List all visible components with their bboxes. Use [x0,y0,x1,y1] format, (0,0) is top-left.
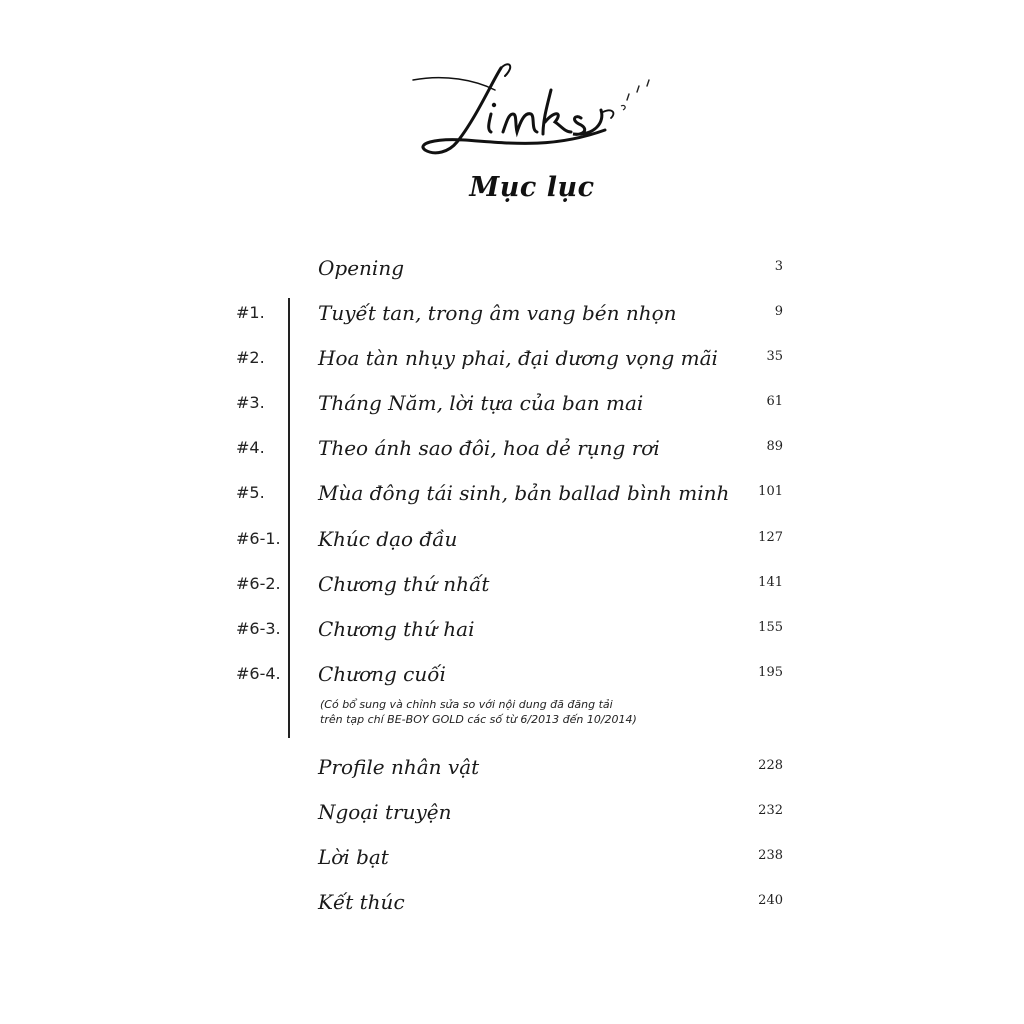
toc-entry-label: Hoa tàn nhụy phai, đại dương vọng mãi [318,346,718,370]
toc-entry-label: Opening [318,256,404,280]
toc-entry-page: 232 [758,803,783,818]
toc-entry-label: Theo ánh sao đôi, hoa dẻ rụng rơi [318,436,660,460]
toc-entry-number: #1. [236,303,265,322]
toc-entry-6-1 [0,527,1024,557]
revision-note-line: (Có bổ sung và chỉnh sửa so với nội dung đã đăng tải [320,698,613,711]
toc-entry-page: 101 [758,484,783,499]
toc-entry-6-3 [0,617,1024,647]
toc-entry-label: Tháng Năm, lời tựa của ban mai [318,391,644,415]
toc-entry-afterword [0,845,1024,875]
toc-entry-number: #2. [236,348,265,367]
toc-entry-label: Chương thứ hai [318,617,475,641]
toc-entry-page: 155 [758,620,783,635]
toc-entry-page: 195 [758,665,783,680]
toc-entry-label: Tuyết tan, trong âm vang bén nhọn [318,301,677,325]
revision-note-line: trên tạp chí BE-BOY GOLD các số từ 6/2013 đến 10/2014) [320,713,637,726]
toc-entry-number: #3. [236,393,265,412]
toc-entry-page: 61 [766,394,783,409]
revision-note [320,697,637,727]
toc-entry-label: Mùa đông tái sinh, bản ballad bình minh [318,481,730,505]
toc-entry-5 [0,481,1024,511]
toc-entry-6-4 [0,662,1024,692]
toc-entry-number: #5. [236,483,265,502]
toc-entry-page: 9 [774,304,783,319]
toc-entry-2 [0,346,1024,376]
toc-entry-label: Ngoại truyện [318,800,452,824]
toc-entry-side-story [0,800,1024,830]
toc-entry-3 [0,391,1024,421]
toc-entry-4 [0,436,1024,466]
toc-entry-6-2 [0,572,1024,602]
toc-entry-opening [0,256,1024,286]
toc-entry-number: #6-1. [236,529,281,548]
toc-entry-number: #6-2. [236,574,281,593]
toc-entry-number: #4. [236,438,265,457]
toc-entry-page: 127 [758,530,783,545]
toc-entry-label: Kết thúc [318,890,405,914]
toc-entry-page: 240 [758,893,783,908]
toc-entry-number: #6-4. [236,664,281,683]
links-logo [405,50,665,175]
toc-entry-label: Khúc dạo đầu [318,527,458,551]
toc-entry-label: Chương thứ nhất [318,572,490,596]
toc-entry-label: Profile nhân vật [318,755,480,779]
toc-entry-1 [0,301,1024,331]
toc-entry-page: 141 [758,575,783,590]
toc-entry-profile [0,755,1024,785]
toc-entry-label: Lời bạt [318,845,389,869]
toc-entry-page: 89 [766,439,783,454]
toc-entry-page: 228 [758,758,783,773]
toc-entry-ending [0,890,1024,920]
toc-entry-number: #6-3. [236,619,281,638]
toc-entry-page: 238 [758,848,783,863]
toc-entry-page: 3 [774,259,783,274]
toc-entry-label: Chương cuối [318,662,446,686]
toc-heading: Mục lục [469,172,595,203]
toc-entry-page: 35 [766,349,783,364]
